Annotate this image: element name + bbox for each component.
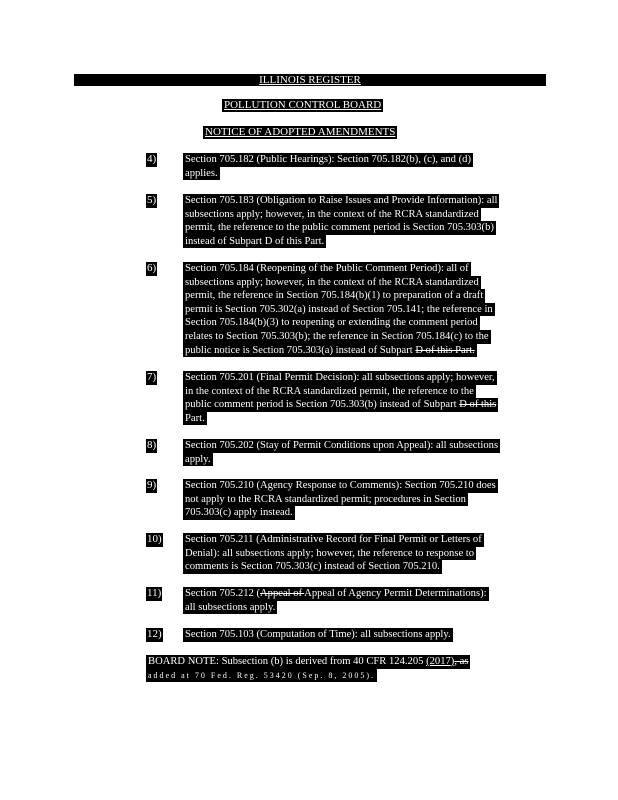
item-number: 6): [147, 262, 157, 274]
item-line: Section 705.210 (Agency Response to Comments): Section 705.210 does: [185, 480, 496, 491]
item-number: 7): [147, 371, 157, 383]
underlined-text: (2017): [426, 656, 455, 667]
item-number: 12): [147, 628, 162, 640]
item-line: Denial): all subsections apply; however, the reference to response to: [185, 547, 475, 559]
struck-text: Appeal of: [260, 588, 305, 599]
item-line: instead of Subpart D of this Part.: [185, 235, 325, 247]
struck-text: D of this Part.: [415, 344, 475, 356]
item-line: Section 705.184 (Reopening of the Public Comment Period): all of: [185, 263, 469, 274]
notice-title: NOTICE OF ADOPTED AMENDMENTS: [205, 126, 396, 138]
item-text: public comment period is Section 705.303(b) instead of Subpart: [185, 399, 460, 411]
item-number: 8): [147, 439, 157, 451]
item-text: Section 705.212 (: [185, 588, 261, 599]
item-line: [183, 398, 498, 412]
item-line: [183, 344, 477, 358]
item-number: 10): [147, 533, 162, 545]
item-number: 11): [147, 587, 162, 599]
item-line: Section 705.182 (Public Hearings): Section 705.182(b), (c), and (d): [185, 154, 471, 165]
item-line: permit, the reference in Section 705.184(b)(1) to preparation of a draft: [185, 290, 484, 302]
item-text: Appeal of Agency Permit Determinations):: [304, 588, 487, 599]
item-line: in the context of the RCRA standardized permit, the reference to the: [185, 385, 474, 397]
board-title: POLLUTION CONTROL BOARD: [224, 99, 382, 111]
item-line: apply.: [185, 453, 211, 465]
item-line: Section 705.211 (Administrative Record for Final Permit or Letters of: [185, 534, 482, 545]
item-text: public notice is Section 705.303(a) instead of Subpart: [185, 344, 416, 356]
item-line: relates to Section 705.303(b); the reference in Section 705.184(c) to the: [185, 330, 489, 342]
item-line: permit is Section 705.302(a) instead of Section 705.141; the reference in: [185, 303, 493, 315]
item-line: applies.: [185, 167, 218, 179]
item-number: 5): [147, 194, 157, 206]
item-line: Section 705.201 (Final Permit Decision): all subsections apply; however,: [185, 372, 495, 383]
item-number: 9): [147, 479, 157, 491]
item-line: all subsections apply.: [185, 601, 276, 613]
item-line: Section 705.184(b)(3) to reopening or extending the comment period: [185, 317, 478, 329]
register-header: [74, 74, 546, 86]
item-line: Section 705.103 (Computation of Time): all subsections apply.: [185, 629, 451, 640]
item-line: subsections apply; however, in the context of the RCRA standardized: [185, 208, 479, 220]
item-line: permit, the reference to the public comment period is Section 705.303(b): [185, 222, 494, 234]
item-line: subsections apply; however, in the context of the RCRA standardized: [185, 276, 479, 288]
note-line: [146, 655, 470, 669]
item-line: Section 705.183 (Obligation to Raise Issues and Provide Information): all: [185, 195, 498, 206]
item-line: not apply to the RCRA standardized permit; procedures in Section: [185, 493, 466, 505]
item-line: Part.: [185, 412, 205, 424]
item-line: 705.303(c) apply instead.: [185, 507, 293, 519]
board-note: [146, 655, 470, 682]
item-line: comments is Section 705.303(c) instead of Section 705.210.: [185, 561, 440, 573]
note-line: added at 70 Fed. Reg. 53420 (Sep. 8, 2005).: [146, 669, 377, 683]
struck-text: , as: [454, 656, 469, 667]
item-line: [183, 587, 489, 601]
note-text: BOARD NOTE: Subsection (b) is derived from 40 CFR 124.205: [148, 656, 427, 667]
item-number: 4): [147, 153, 157, 165]
item-line: Section 705.202 (Stay of Permit Conditions upon Appeal): all subsections: [185, 440, 499, 451]
struck-text: D of this: [459, 399, 497, 411]
register-title: ILLINOIS REGISTER: [259, 74, 361, 86]
